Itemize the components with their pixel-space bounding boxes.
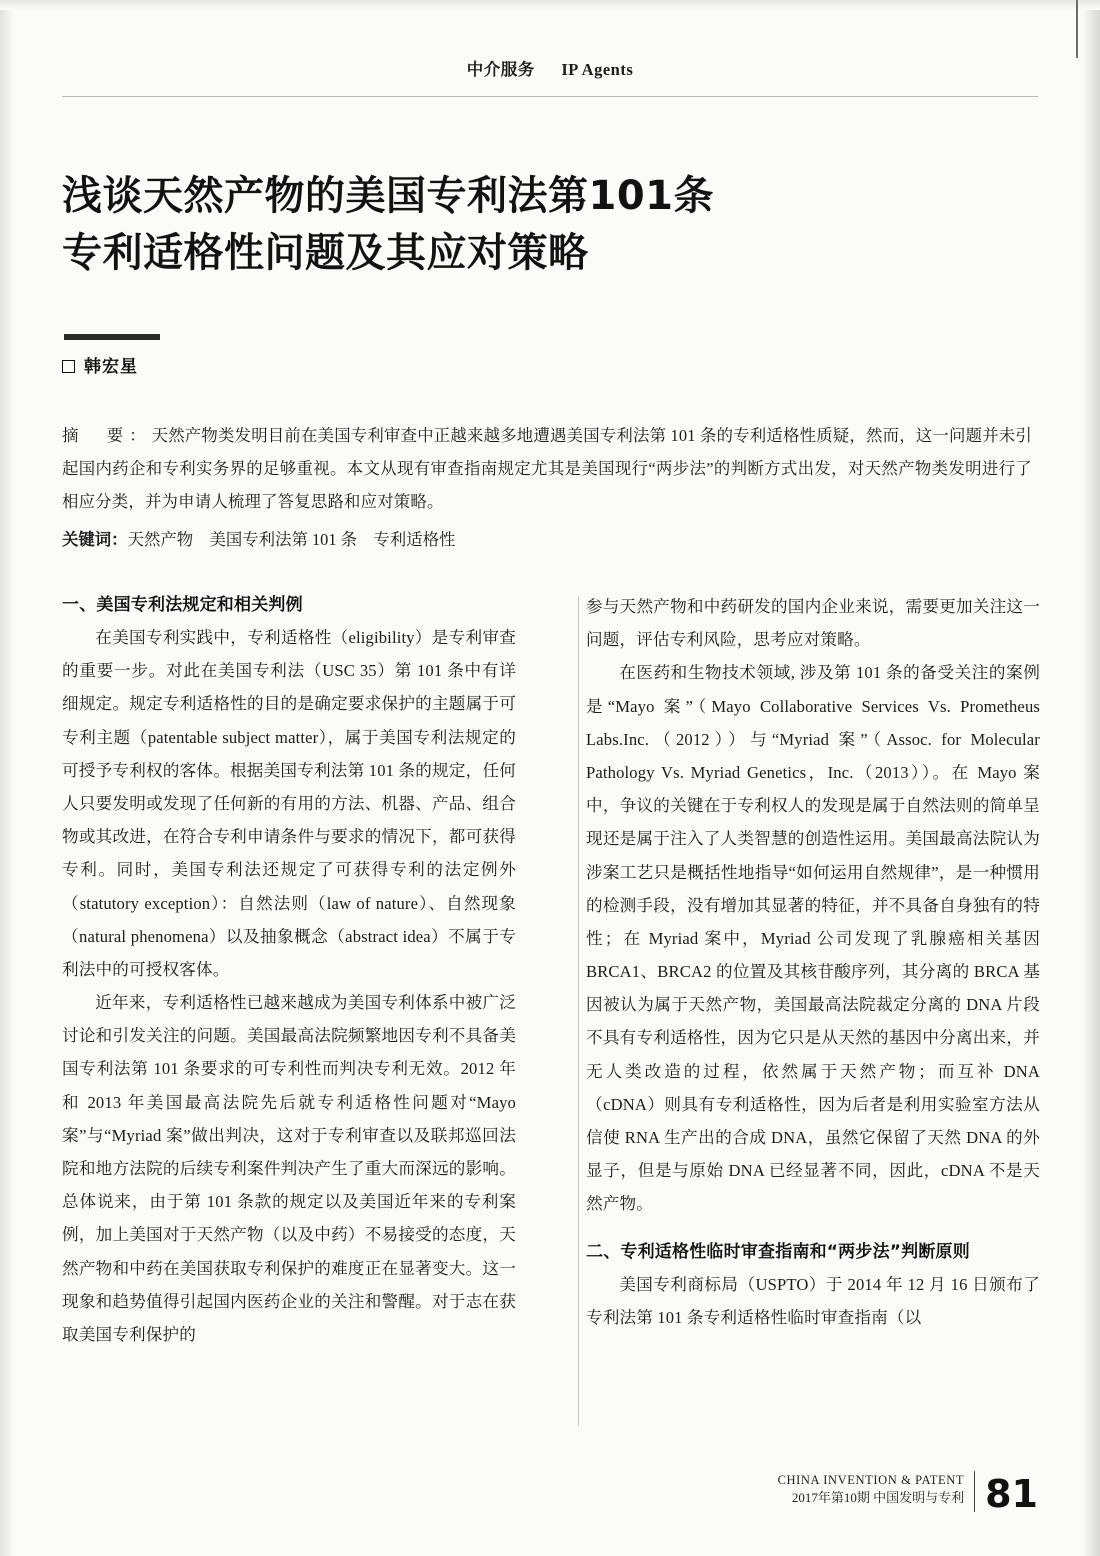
page-title [62, 168, 1030, 282]
running-head-english: IP Agents [561, 60, 634, 79]
author-byline [62, 352, 138, 377]
footer-journal-english: CHINA INVENTION & PATENT [777, 1473, 965, 1488]
section-heading-2: 二、专利适格性临时审查指南和“两步法”判断原则 [586, 1241, 970, 1262]
paragraph: 在美国专利实践中，专利适格性（eligibility）是专利审查的重要一步。对此在美国专利法（USC 35）第 101 条中有详细规定。规定专利适格性的目的是确定要求保护的主题属于可专利主题（patentable subject matter），属于美国专利法规定的可授予专利权的客体。根据美国专利法第 101 条的规定，任何人只要发明或发现了任何新的有用的方法、机器、产品、组合物或其改进，在符合专利申请条件与要求的情况下，都可获得专利。同时，美国专利法还规定了可获得专利的法定例外（statutory exception）：自然法则（law of nature）、自然现象（natural phenomena）以及抽象概念（abstract idea）不属于专利法中的可授权客体。 [62, 628, 516, 979]
paragraph-continuation: 参与天然产物和中药研发的国内企业来说，需要更加关注这一问题，评估专利风险，思考应对策略。 [586, 597, 1040, 650]
column-divider [578, 596, 579, 1426]
header-divider [62, 96, 1038, 97]
scan-edge-top [0, 0, 1100, 10]
column-left [62, 590, 516, 1436]
title-line-1: 浅谈天然产物的美国专利法第101条 [62, 173, 714, 219]
keywords [62, 524, 1032, 557]
page-footer [777, 1471, 1038, 1517]
paragraph: 美国专利商标局（USPTO）于 2014 年 12 月 16 日颁布了专利法第 101 条专利适格性临时审查指南（以 [586, 1274, 1040, 1327]
author-rule [64, 334, 160, 340]
square-bullet-icon [62, 360, 75, 373]
paragraph: 在医药和生物技术领域, 涉及第 101 条的备受关注的案例是“Mayo 案”（Mayo Collaborative Services Vs. Prometheus Labs.Inc.（2012））与“Myriad 案”（Assoc. for Molecular Pathology Vs. Myriad Genetics，Inc.（2013））。在 Mayo 案中，争议的关键在于专利权人的发现是属于自然法则的简单呈现还是属于注入了人类智慧的创造性运用。美国最高法院认为涉案工艺只是概括性地指导“如何运用自然规律”，是一种惯用的检测手段，没有增加其显著的特征，并不具备自身独有的特性；在 Myriad 案中，Myriad 公司发现了乳腺癌相关基因 BRCA1、BRCA2 的位置及其核苷酸序列，其分离的 BRCA 基因被认为属于天然产物，美国最高法院裁定分离的 DNA 片段不具有专利适格性，因为它只是从天然的基因中分离出来，并无人类改造的过程，依然属于天然产物；而互补 DNA（cDNA）则具有专利适格性，因为后者是利用实验室方法从信使 RNA 生产出的合成 DNA，虽然它保留了天然 DNA 的外显子，但是与原始 DNA 已经显著不同，因此，cDNA 不是天然产物。 [586, 663, 1040, 1214]
running-head [0, 56, 1100, 80]
footer-issue-chinese: 2017年第10期 中国发明与专利 [791, 1490, 965, 1506]
page-number: 81 [985, 1472, 1038, 1517]
running-head-chinese: 中介服务 [466, 60, 535, 79]
abstract-label: 摘 要： [62, 426, 152, 445]
paragraph: 近年来，专利适格性已越来越成为美国专利体系中被广泛讨论和引发关注的问题。美国最高法院频繁地因专利不具备美国专利法第 101 条要求的可专利性而判决专利无效。2012 年和 2013 年美国最高法院先后就专利适格性问题对“Mayo 案”与“Myriad 案”做出判决，这对于专利审查以及联邦巡回法院和地方法院的后续专利案件判决产生了重大而深远的影响。总体说来，由于第 101 条款的规定以及美国近年来的专利案例，加上美国对于天然产物（以及中药）不易接受的态度，天然产物和中药在美国获取专利保护的难度正在显著变大。这一现象和趋势值得引起国内医药企业的关注和警醒。对于志在获取美国专利保护的 [62, 993, 516, 1344]
article-columns [62, 590, 1040, 1436]
abstract-text: 天然产物类发明目前在美国专利审查中正越来越多地遭遇美国专利法第 101 条的专利适格性质疑，然而，这一问题并未引起国内药企和专利实务界的足够重视。本文从现有审查指南规定尤其是美国现行“两步法”的判断方式出发，对天然产物类发明进行了相应分类，并为申请人梳理了答复思路和应对策略。 [62, 426, 1033, 511]
section-heading-1: 一、美国专利法规定和相关判例 [62, 595, 303, 615]
abstract [62, 420, 1032, 518]
title-line-2: 专利适格性问题及其应对策略 [62, 229, 589, 276]
author-name: 韩宏星 [84, 357, 138, 377]
scan-edge-right [1082, 0, 1100, 1556]
corner-mark [1076, 0, 1078, 58]
column-right [586, 590, 1040, 1436]
scan-edge-left [0, 0, 14, 1556]
keywords-text: 天然产物 美国专利法第 101 条 专利适格性 [127, 530, 456, 549]
keywords-label: 关键词： [62, 530, 128, 549]
